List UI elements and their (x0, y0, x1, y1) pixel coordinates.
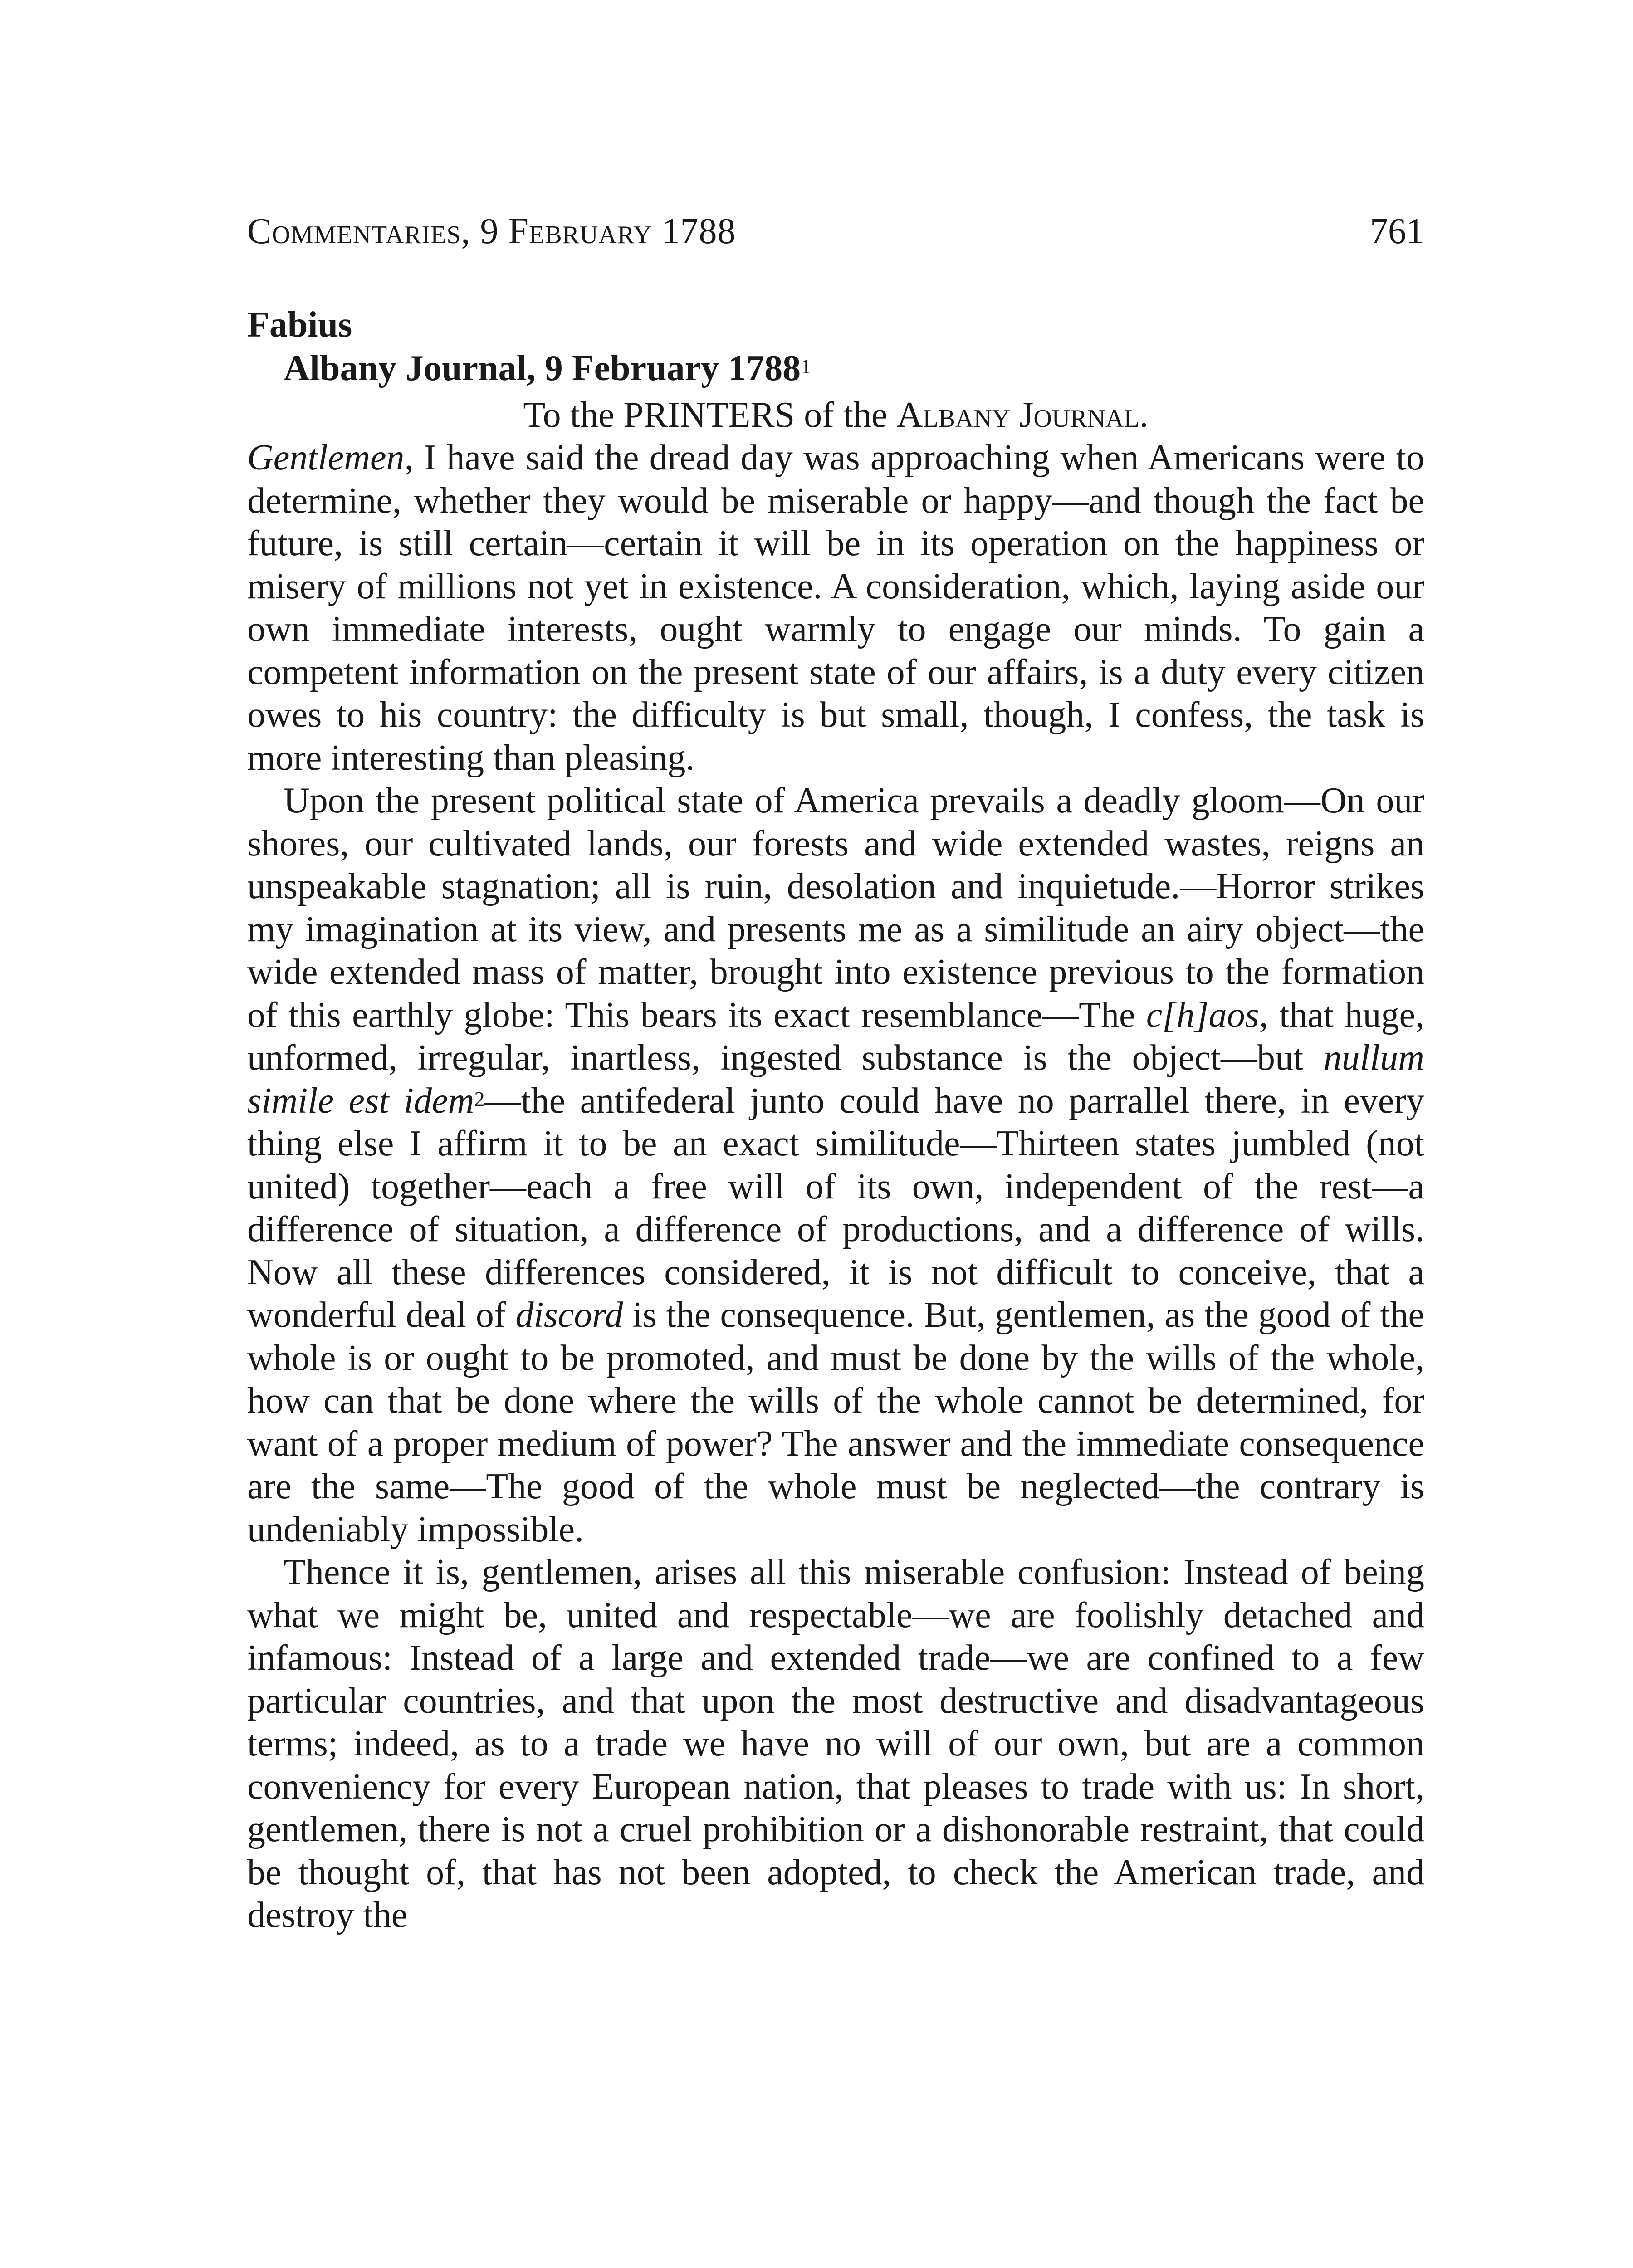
running-head-title: Commentaries, 9 February 1788 (247, 211, 736, 251)
paragraph-3 (247, 1551, 1424, 1937)
paragraph-2-seg-4: is the consequence. But, gentlemen, as the good of the whole is or ought to be promoted, and must be done by the wills of the whole, how can that be done where the wills of the whole cannot be determined, for want of a proper medium of power? The answer and the immediate consequence are the same—The good of the whole must be neglected—the contrary is undeniably impossible. (247, 1295, 1424, 1549)
letter-body (247, 436, 1424, 1937)
salutation-line (247, 394, 1424, 436)
running-head (247, 209, 1424, 254)
paragraph-3-text: Thence it is, gentlemen, arises all this miserable confusion: Instead of being what we might be, united and respectable—we are foolishly detached and infamous: Instead of a large and extended trade—we are confined to a few particular countries, and that upon the most destructive and disadvantageous terms; indeed, as to a trade we have no will of our own, but are a common conveniency for every European nation, that pleases to trade with us: In short, gentlemen, there is not a cruel prohibition or a dishonorable restraint, that could be thought of, that has not been adopted, to check the American trade, and destroy the (247, 1552, 1424, 1935)
italic-latin-phrase: nullum simile est idem (247, 1038, 1424, 1121)
author-heading: Fabius (247, 305, 352, 345)
footnote-ref-1: 1 (801, 355, 812, 378)
paragraph-2-seg-3: —the antifederal junto could have no parrallel there, in every thing else I affirm it to be an exact similitude—Thirteen states jumbled (not united) together—each a free will of its own, independent of the rest—a difference of situation, a difference of productions, and a difference of wills. Now all these differences considered, it is not difficult to conceive, that a wonderful deal of (247, 1080, 1425, 1335)
salutation-prefix: To the PRINTERS of the (523, 395, 897, 435)
italic-discord: discord (515, 1295, 623, 1335)
source-heading (284, 347, 1424, 390)
salutation-gentlemen: Gentlemen, (247, 438, 414, 478)
document-page (247, 209, 1424, 1937)
page-number: 761 (1370, 211, 1424, 251)
paragraph-1 (247, 436, 1424, 779)
source-heading-text: Albany Journal, 9 February 1788 (284, 348, 801, 388)
paragraph-2-seg-1: Upon the present political state of America prevails a deadly gloom—On our shores, our cultivated lands, our forests and wide extended wastes, reigns an unspeakable stagnation; all is ruin, desolation and inquietude.—Horror strikes my imagination at its view, and presents me as a similitude an airy object—the wide extended mass of matter, brought into existence previous to the formation of this earthly globe: This bears its exact resemblance—The (247, 781, 1424, 1035)
paragraph-2-seg-2: that huge, unformed, irregular, inartless, ingested substance is the object—but (247, 995, 1425, 1078)
newspaper-name: Albany Journal. (896, 395, 1149, 435)
footnote-ref-2: 2 (474, 1087, 485, 1110)
paragraph-2 (247, 779, 1424, 1551)
italic-chaos: c[h]aos, (1146, 995, 1268, 1035)
paragraph-1-text: I have said the dread day was approaching when Americans were to determine, whether they would be miserable or happy—and though the fact be future, is still certain—certain it will be in its operation on the happiness or misery of millions not yet in existence. A consideration, which, laying aside our own immediate interests, ought warmly to engage our minds. To gain a competent information on the present state of our affairs, is a duty every citizen owes to his country: the difficulty is but small, though, I confess, the task is more interesting than pleasing. (247, 438, 1424, 778)
